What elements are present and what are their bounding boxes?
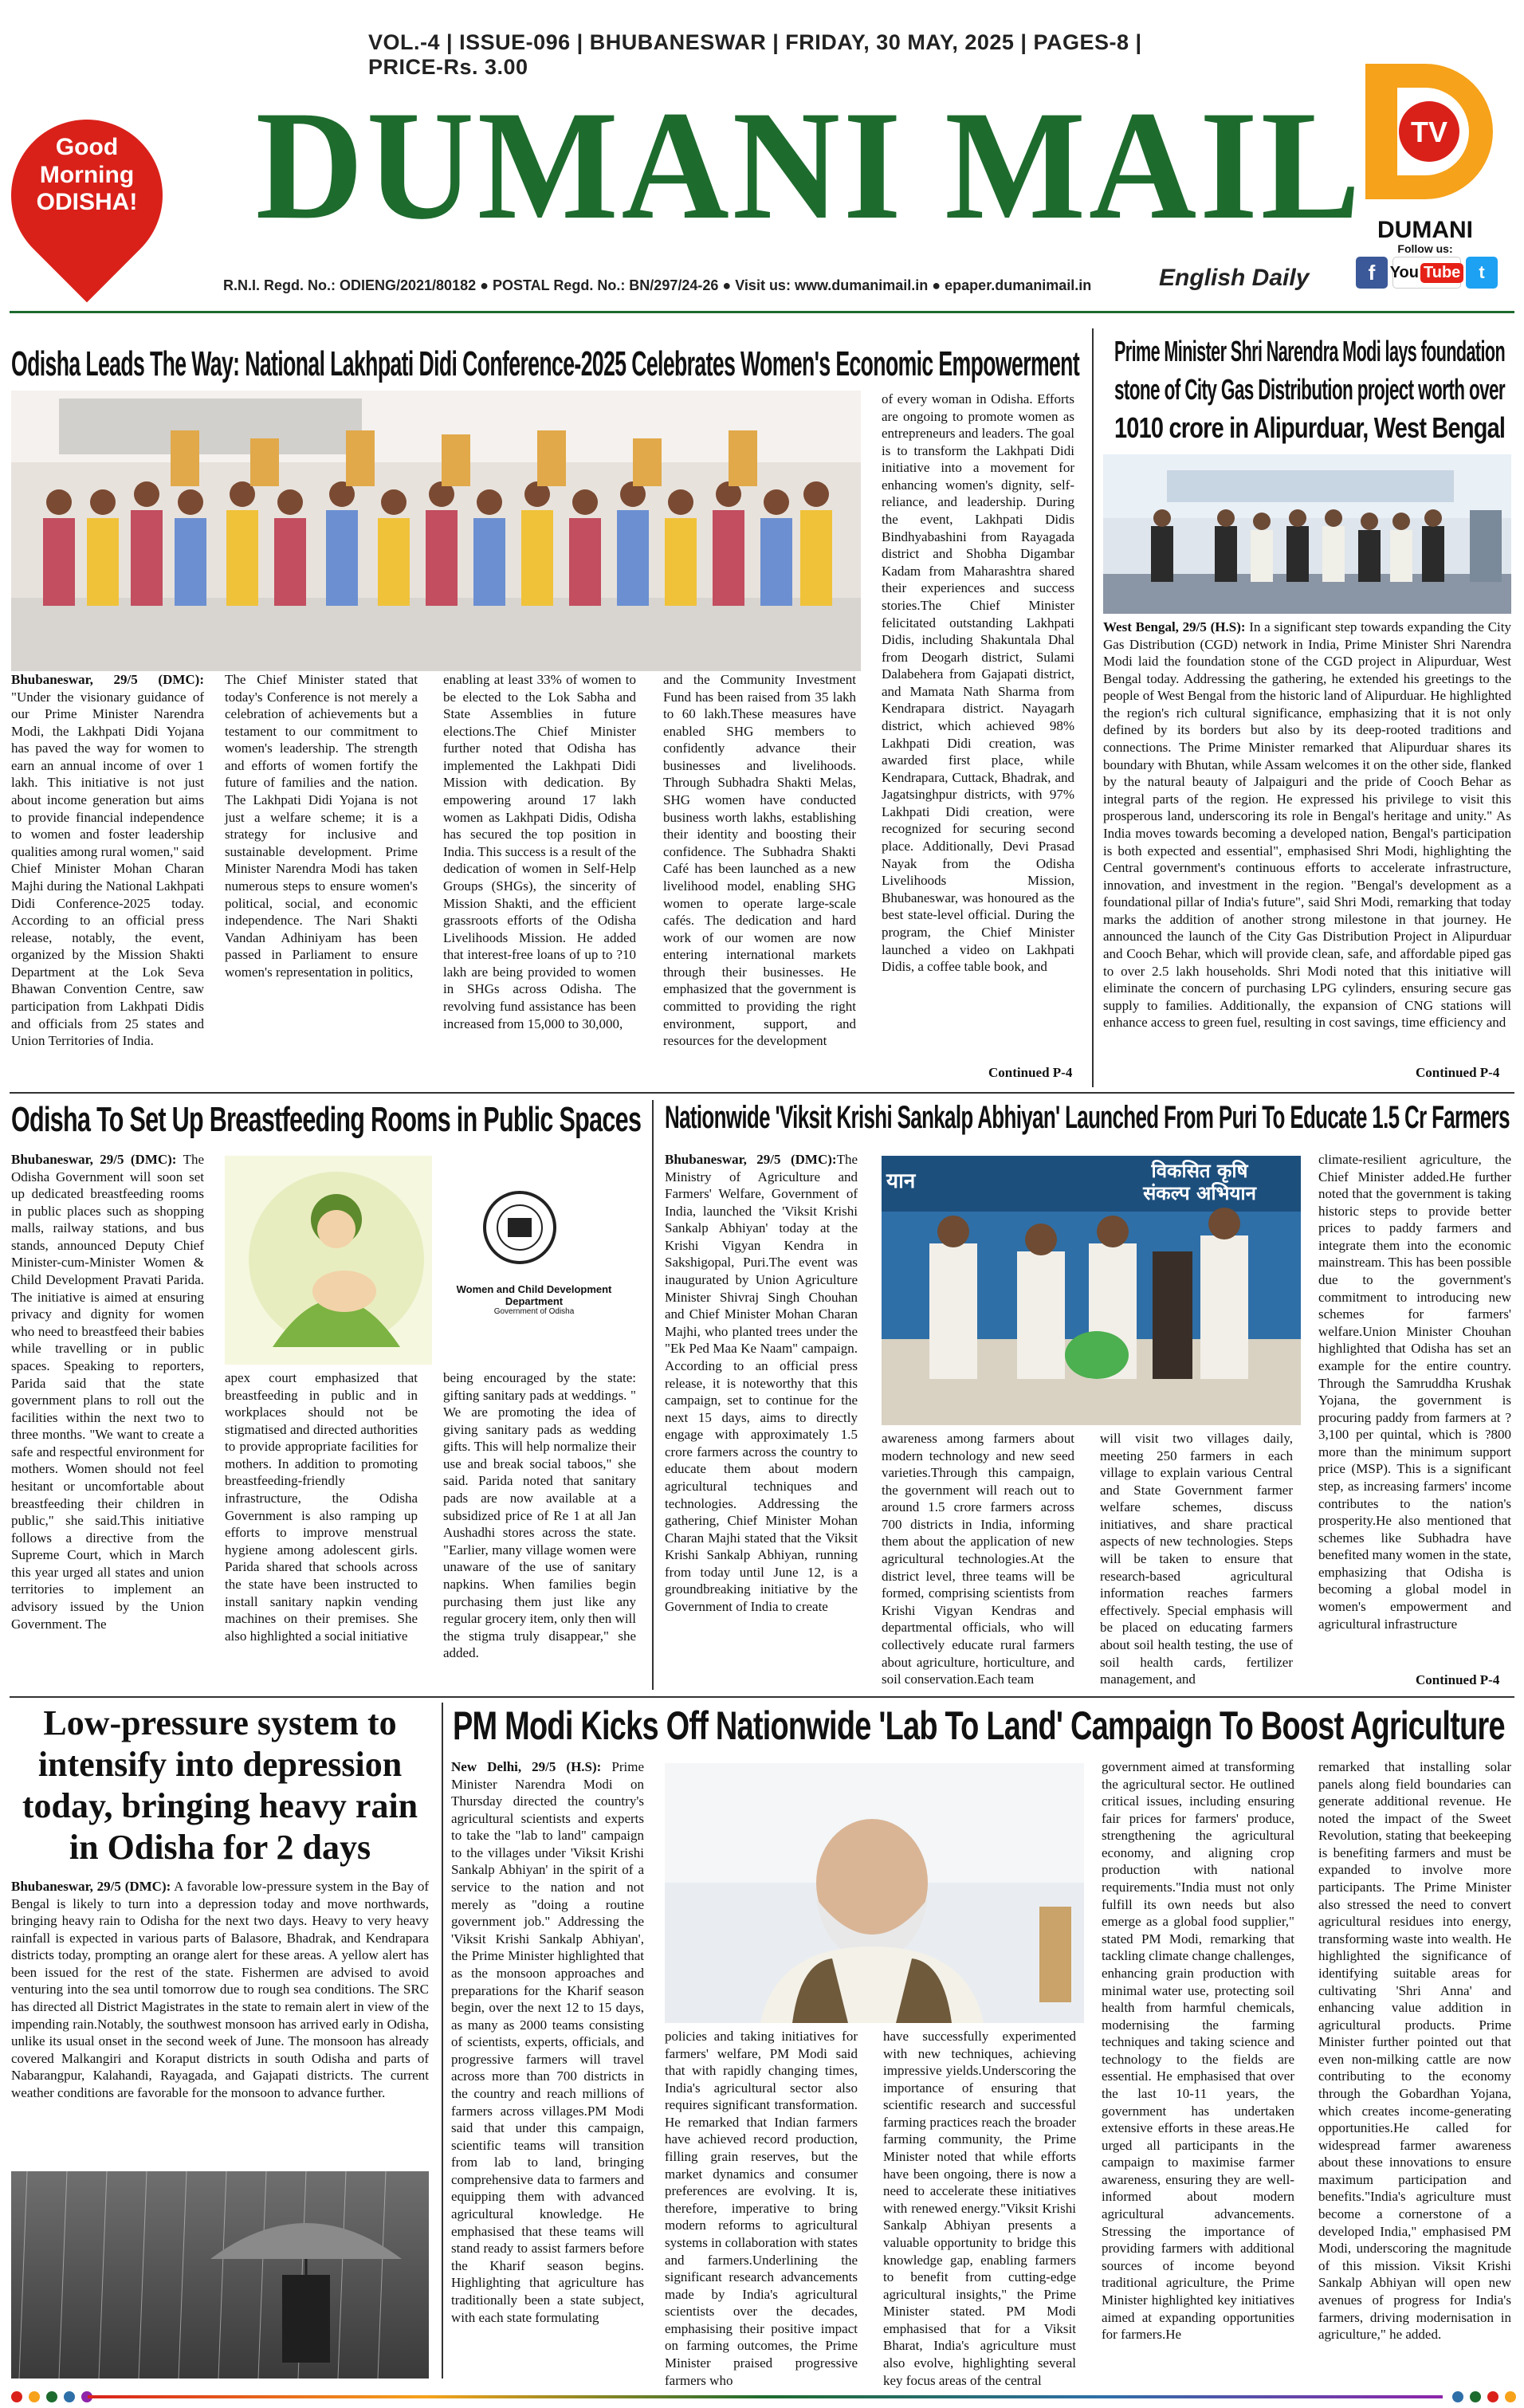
dot (29, 2391, 40, 2402)
lowpressure-line-4: in Odisha for 2 days (69, 1827, 371, 1867)
dot (1452, 2391, 1463, 2402)
article-headline-gas-line-2[interactable]: stone of City Gas Distribution project worth over (1114, 373, 1506, 406)
column-divider (652, 1100, 654, 1690)
breastfeeding-col-3: being encouraged by the state: gifting sanitary pads at weddings. " We are promoting the idea of giving sanitary pads as wedding gifts. This will help normalize their use and break social taboos," she said. Parida noted that sanitary pads are now available at a subsidized price of Re 1 at all Jan Aushadhi stores across the state. "Earlier, many village women were unaware of the use of sanitary napkins. When families begin purchasing them just like any regular grocery item, only then will the stigma truly disappear," she added. (443, 1370, 636, 1661)
issue-info-line: VOL.-4 | ISSUE-096 | BHUBANESWAR | FRIDAY, 30 MAY, 2025 | PAGES-8 | PRICE-Rs. 3.00 (368, 30, 1142, 79)
breastfeeding-illustration (225, 1156, 639, 1365)
registration-line: R.N.I. Regd. No.: ODIENG/2021/80182 ● POSTAL Regd. No.: BN/297/24-26 ● Visit us: www.dumanimail.in ● epaper.dumanimail.in (223, 277, 1092, 293)
conference-group-photo (11, 391, 861, 671)
dot (1470, 2391, 1481, 2402)
wcd-line-1: Women and Child Development (456, 1283, 612, 1295)
dot (46, 2391, 57, 2402)
footer-rule (88, 2395, 1443, 2398)
krishi-banner-text (1108, 1161, 1291, 1204)
youtube-tube: Tube (1420, 263, 1463, 283)
dot (1487, 2391, 1498, 2402)
article-headline-gas-line-3[interactable]: 1010 crore in Alipurduar, West Bengal (1114, 411, 1506, 444)
newspaper-title: DUMANI MAIL (255, 79, 1364, 252)
pm-modi-photo (665, 1763, 1084, 2023)
krishi-col-2: awareness among farmers about modern technology and new seed varieties.Through this campaign, the government will reach out to around 1.5 crore farmers across 700 districts in India, informing them about the application of new agricultural technologies.At the district level, three teams will be formed, comprising scientists from Krishi Vigyan Kendras and departmental officials, who will collectively educate rural farmers about agriculture, horticulture, and soil conservation.Each team (882, 1431, 1074, 1687)
lowpressure-line-2: intensify into depression (37, 1744, 403, 1784)
dot (1505, 2391, 1516, 2402)
footer-dots-left (11, 2391, 92, 2402)
follow-us-label: Follow us: (1397, 242, 1453, 255)
krishi-col-1: Bhubaneswar, 29/5 (DMC):The Ministry of Agriculture and Farmers' Welfare, Government of India, launched the 'Viksit Krishi Sankalp Abhiyan' today at the Krishi Vigyan Kendra in Sakshigopal, Puri.The event was inaugurated by Union Agriculture Minister Shivraj Singh Chouhan and Chief Minister Mohan Charan Majhi, who planted trees under the "Ek Ped Maa Ke Naam" campaign. According to an official press release, it is noteworthy that this campaign, set to continue for the next 15 days, aims to directly engage with approximately 1.5 crore farmers across the country to educate them about modern agricultural techniques and technologies. Addressing the gathering, Chief Minister Mohan Charan Majhi stated that the Viksit Krishi Sankalp Abhiyan, running from today until June 12, is a groundbreaking initiative by the Government of India to create (665, 1152, 858, 1615)
facebook-icon[interactable]: f (1356, 257, 1388, 289)
lowpressure-body: Bhubaneswar, 29/5 (DMC): A favorable low-pressure system in the Bay of Bengal is likely to turn into a depression today and move northwards, bringing heavy rain to Odisha for the next two days. Heavy to very heavy rainfall is expected in various parts of Balasore, Bhadrak, and Kendrapara districts today, prompting an orange alert for these areas. A yellow alert has been issued for the rest of the state. Fishermen are advised to avoid venturing into the sea until tomorrow due to rough sea conditions. The SRC has directed all District Magistrates in the state to remain alert in view of the impending rain.Notably, the southwest monsoon has arrived early in Odisha, unlike its usual onset in the second week of June. The monsoon has already covered Malkangiri and Koraput districts in south Odisha and parts of Nabarangpur, Kalahandi, Rayagada, and Gajapati districts. The current weather conditions are favorable for the monsoon to advance further. (11, 1879, 429, 2100)
lakhpati-col-3: enabling at least 33% of women to be elected to the Lok Sabha and State Assemblies in future elections.The Chief Minister further noted that Odisha has implemented the Lakhpati Didi Mission with dedication. By empowering around 17 lakh women as Lakhpati Didis, Odisha has secured the top position in India. This success is a result of the dedication of women in Self-Help Groups (SHGs), the sincerity of Mission Shakti, and the efficient grassroots efforts of the Odisha Livelihoods Mission. He added that interest-free loans of up to ?10 lakh are being provided to women in SHGs across Odisha. The revolving fund assistance has been increased from 15,000 to 30,000, (443, 672, 636, 1031)
lakhpati-col-1: Bhubaneswar, 29/5 (DMC): "Under the visionary guidance of our Prime Minister Narendra Modi, the Lakhpati Didi Yojana has paved the way for women to earn an annual income of over 1 lakh. This initiative is not just about income generation but aims to provide financial independence to women and foster leadership qualities among rural women," said Chief Minister Mohan Charan Majhi during the National Lakhpati Didi Conference-2025 today. According to an official press release, notably, the event, organized by the Mission Shakti Department at the Lok Seva Bhawan Convention Centre, saw participation from Lakhpati Didis and officials from 25 states and Union Territories of India. (11, 672, 204, 1049)
wcd-govt: Government of Odisha (493, 1307, 575, 1316)
article-headline-gas-line-1[interactable]: Prime Minister Shri Narendra Modi lays foundation (1114, 335, 1506, 367)
breastfeeding-col-2: apex court emphasized that breastfeeding in public and in workplaces should not be stigmatised and directed authorities to provide appropriate facilities for mothers. In addition to promoting breastfeeding-friendly infrastructure, the Odisha Government is also ramping up efforts to improve menstrual hygiene among adolescent girls. Parida shared that schools across the state have been instructed to install sanitary napkin vending machines on their premises. She also highlighted a social initiative (225, 1370, 418, 1644)
section-divider (10, 1092, 1514, 1094)
article-headline-breastfeeding[interactable]: Odisha To Set Up Breastfeeding Rooms in Public Spaces (11, 1100, 642, 1139)
pm-stage-photo (1103, 454, 1511, 614)
krishi-banner-left: यान (886, 1169, 916, 1193)
krishi-banner-line-2: संकल्प अभियान (1143, 1181, 1256, 1204)
krishi-continued[interactable]: Continued P-4 (1416, 1672, 1500, 1687)
lakhpati-continued[interactable]: Continued P-4 (988, 1065, 1073, 1080)
lab-col-4: government aimed at transforming the agricultural sector. He outlined critical issues, including ensuring fair prices for farmers' produce, strengthening the agricultural economy, and aligning crop production with national requirements."India must not only fulfill its own needs but also emerge as a global food supplier," stated PM Modi, remarking that tackling climate change challenges, enhancing grain production with minimal water use, protecting soil health from harmful chemicals, modernising the farming techniques and taking science and technology to the fields are essential. He emphasised that over the last 10-11 years, the government has undertaken extensive efforts in these areas.He urged all participants in the campaign to maximise farmer awareness, ensuring they are well-informed about modern agricultural advancements. Stressing the importance of providing farmers with additional sources of income beyond traditional agriculture, the Prime Minister highlighted key initiatives aimed at expanding opportunities for farmers.He (1102, 1759, 1294, 2343)
article-headline-lowpressure[interactable] (11, 1703, 429, 1868)
masthead-rule (10, 311, 1514, 313)
lakhpati-col-5: of every woman in Odisha. Efforts are ongoing to promote women as entrepreneurs and leaders. The goal is to transform the Lakhpati Didi initiative into a movement for enhancing women's dignity, self-reliance, and leadership. During the event, Lakhpati Didis Bindhyabashini from Rayagada district and Shobha Digambar Kadam from Maharashtra shared their experiences and success stories.The Chief Minister felicitated outstanding Lakhpati Didis, including Shakuntala Dhal from Deogarh district, Sulami Dalabehera from Gajapati district, and Mamata Nath Sharma from Kendrapara district. Nayagarh district, which achieved 98% Lakhpati Didi creation, was awarded first place, while Kendrapara, Cuttack, Bhadrak, and Jagatsinghpur districts, with 97% Lakhpati Didi creation, were recognized for securing second place. Additionally, Devi Prasad Nayak from the Odisha Livelihoods Mission, Bhubaneswar, was honoured as the best state-level official. During the program, the Chief Minister launched a video on Lakhpati Didis, a coffee table book, and (882, 391, 1074, 975)
lab-col-1: New Delhi, 29/5 (H.S): Prime Minister Narendra Modi on Thursday directed the country's agricultural scientists and experts to take the "lab to land" campaign to the villages under 'Viksit Krishi Sankalp Abhiyan' in the spirit of a service to the nation and not merely as "doing a routine government job." Addressing the 'Viksit Krishi Sankalp Abhiyan', the Prime Minister highlighted that as the monsoon approaches and preparations for the Kharif season begin, over the next 12 to 15 days, as many as 2000 teams consisting of scientists, experts, officials, and progressive farmers will travel across more than 700 districts in the country and reach millions of farmers across villages.PM Modi said that under this campaign, scientific teams will transition from lab to land, bringing comprehensive data to farmers and equipping them with advanced agricultural knowledge. He emphasised that these teams will stand ready to assist farmers before the Kharif season begins. Highlighting that agriculture has traditionally been a state subject, with each state formulating (451, 1759, 644, 2325)
dot (11, 2391, 22, 2402)
lowpressure-line-3: today, bringing heavy rain (22, 1785, 418, 1825)
youtube-you: You (1389, 263, 1419, 281)
dumani-tv-logo[interactable] (1349, 48, 1501, 215)
section-divider (10, 1696, 1514, 1698)
krishi-col-4: climate-resilient agriculture, the Chief Minister added.He further noted that the government is taking historic steps to provide better prices to paddy farmers and integrate them into the economic mainstream. This has been possible due to the government's commitment to introducing new schemes for farmers' welfare.Union Minister Chouhan highlighted that Odisha has set an example for the entire country. Through the Samruddha Krushak Yojana, the government is procuring paddy from farmers at ?3,100 per quintal, which is ?800 more than the minimum support price (MSP). This is a significant step, as increasing farmers' income contributes to the nation's prosperity.He also mentioned that schemes like Subhadra have benefited many women in the state, emphasizing that Odisha is becoming a global model in women's empowerment and agricultural infrastructure (1318, 1152, 1511, 1632)
tv-label: TV (1410, 116, 1448, 148)
tv-brand-name: DUMANI (1377, 217, 1473, 243)
breastfeeding-col-1: Bhubaneswar, 29/5 (DMC): The Odisha Government will soon set up dedicated breastfeeding rooms in public places such as shopping malls, railway stations, and bus stands, announced Deputy Chief Minister-cum-Minister Women & Child Development Pravati Parida. The initiative is aimed at ensuring privacy and dignity for women who need to breastfeed their babies while travelling or in public spaces. Speaking to reporters, Parida said that the state government plans to roll out the facilities within the next two to three months. "We want to create a safe and respectful environment for mothers. Women should not feel hesitant or uncomfortable about breastfeeding their children in public," she said.This initiative follows a directive from the Supreme Court, which in March this year urged all states and union territories to implement an advisory issued by the Union Government. The (11, 1152, 205, 1632)
rain-umbrella-photo (11, 2171, 429, 2379)
social-links (1355, 257, 1498, 292)
gas-body: West Bengal, 29/5 (H.S): In a significant step towards expanding the City Gas Distribution (CGD) network in India, Prime Minister Shri Narendra Modi laid the foundation stone of the CGD project in Alipurduar, West Bengal today. Addressing the gathering, he extended his greetings to the people of West Bengal from the historic land of Alipurduar. He highlighted the region's rich cultural significance, emphasizing that it is not only defined by its borders but also by its deep-rooted traditions and connections. The Prime Minister remarked that Alipurduar shares its boundary with Bhutan, while Assam welcomes it on the other side, flanked by the natural beauty of Jalpaiguri and the pride of Cooch Behar as integral parts of the region. He expressed his privilege to visit this prosperous land, underscoring its role in Bengal's heritage and unity." As India moves towards becoming a developed nation, Bengal's participation is both expected and essential", emphasised Shri Modi, highlighting the Central government's continuous efforts to accelerate infrastructure, innovation, and investment in the region. "Bengal's development as a foundational pillar of India's future", said Shri Modi, remarking that today marks the addition of another strong milestone in that journey. He announced the launch of the City Gas Distribution Project in Alipurduar and Cooch Behar, which will provide clean, safe, and affordable piped gas to over 2.5 lakh households. Shri Modi noted that this initiative will eliminate the concern of purchasing LPG cylinders, ensuring secure gas supply to families. Additionally, the expansion of CNG stations will enhance access to green fuel, resulting in cost savings, time efficiency and (1103, 619, 1511, 1031)
greeting-line-2: Morning (39, 161, 135, 188)
dot (64, 2391, 75, 2402)
article-headline-lab-to-land[interactable]: PM Modi Kicks Off Nationwide 'Lab To Land' Campaign To Boost Agriculture (453, 1703, 1505, 1748)
article-headline-lakhpati[interactable]: Odisha Leads The Way: National Lakhpati Didi Conference-2025 Celebrates Women's Economic Empowerment (11, 344, 1080, 383)
lab-col-2: policies and taking initiatives for farmers' welfare, PM Modi said that with rapidly changing times, India's agricultural sector also requires significant transformation. He remarked that Indian farmers have achieved record production, filling grain reserves, but the market dynamics and consumer preferences are evolving. It is, therefore, imperative to bring modern reforms to agricultural systems in collaboration with states and farmers.Underlining the significant research advancements made by India's agricultural scientists over the decades, emphasising their positive impact on farming outcomes, the Prime Minister praised progressive farmers who (665, 2029, 858, 2388)
wcd-department-label (446, 1283, 622, 1316)
lakhpati-col-2: The Chief Minister stated that today's Conference is not merely a celebration of achievements but a testament to our commitment to women's leadership. The strength and efforts of women fortify the future of families and the nation. The Lakhpati Didi Yojana is not just a welfare scheme; it is a strategy for inclusive and sustainable development. Prime Minister Narendra Modi has taken numerous steps to ensure women's political, social, and economic independence. The Nari Shakti Vandan Adhiniyam has been passed in Parliament to ensure women's representation in politics, (225, 672, 418, 980)
article-headline-krishi[interactable]: Nationwide 'Viksit Krishi Sankalp Abhiyan' Launched From Puri To Educate 1.5 Cr Farmers (665, 1100, 1510, 1135)
youtube-icon[interactable] (1389, 257, 1461, 289)
lakhpati-col-4: and the Community Investment Fund has been raised from 35 lakh to 60 lakh.These measures have enabled SHG members to confidently advance their businesses and livelihoods. Through Subhadra Shakti Melas, SHG women have conducted business worth lakhs, establishing their identity and boosting their confidence. The Subhadra Shakti Café has been launched as a new livelihood model, enabling SHG women to operate large-scale cafés. The dedication and hard work of our women are now entering international markets through their businesses. He emphasized that the government is committed to providing the right environment, support, and resources for the development (663, 672, 856, 1049)
krishi-banner-line-1: विकसित कृषि (1151, 1160, 1248, 1182)
gas-continued[interactable]: Continued P-4 (1416, 1065, 1500, 1080)
edition-label: English Daily (1159, 265, 1310, 291)
greeting-line-3: ODISHA! (36, 189, 138, 215)
lowpressure-line-1: Low-pressure system to (43, 1703, 397, 1742)
footer-dots-right (1452, 2391, 1516, 2402)
wcd-line-2: Department (505, 1295, 564, 1307)
twitter-icon[interactable]: t (1466, 257, 1498, 289)
good-morning-text (11, 134, 163, 217)
column-divider (442, 1703, 443, 2379)
krishi-col-3: will visit two villages daily, meeting 250 farmers in each village to explain various Central and State Government farmer welfare schemes, discuss initiatives, and share practical aspects of new technologies. Steps will be taken to ensure that research-based agricultural information reaches farmers effectively. Special emphasis will be placed on educating farmers about soil health testing, the use of soil health cards, fertilizer management, and (1100, 1431, 1293, 1687)
greeting-line-1: Good (55, 134, 119, 160)
column-divider (1092, 328, 1094, 1087)
lab-col-5: remarked that installing solar panels along field boundaries can generate additional revenue. He noted the impact of the Sweet Revolution, stating that beekeeping is benefiting farmers and must be expanded to involve more participants. The Prime Minister also stressed the need to convert agricultural residues into energy, transforming waste into wealth. He highlighted the significance of identifying suitable areas for cultivating 'Shri Anna' and enhancing value addition in agricultural products. Prime Minister further pointed out that even non-milking cattle are now contributing to the economy through the Gobardhan Yojana, which creates income-generating opportunities.He called for widespread farmer awareness about these innovations to ensure maximum participation and benefits."India's agriculture must become a cornerstone of a developed India," emphasised PM Modi, underscoring the magnitude of this mission. Viksit Krishi Sankalp Abhiyan will open new avenues of progress for India's farmers, driving modernisation in agriculture," he added. (1318, 1759, 1511, 2343)
lab-col-3: have successfully experimented with new techniques, achieving impressive yields.Underscoring the importance of ensuring that scientific research and successful farming practices reach the broader farming community, the Prime Minister noted that while efforts have been ongoing, there is now a need to accelerate these initiatives with renewed energy."Viksit Krishi Sankalp Abhiyan presents a valuable opportunity to bridge this knowledge gap, enabling farmers to benefit from cutting-edge agricultural insights," the Prime Minister stated. PM Modi emphasised that for a Viksit Bharat, India's agriculture must also evolve, highlighting several key focus areas of the central (883, 2029, 1076, 2388)
